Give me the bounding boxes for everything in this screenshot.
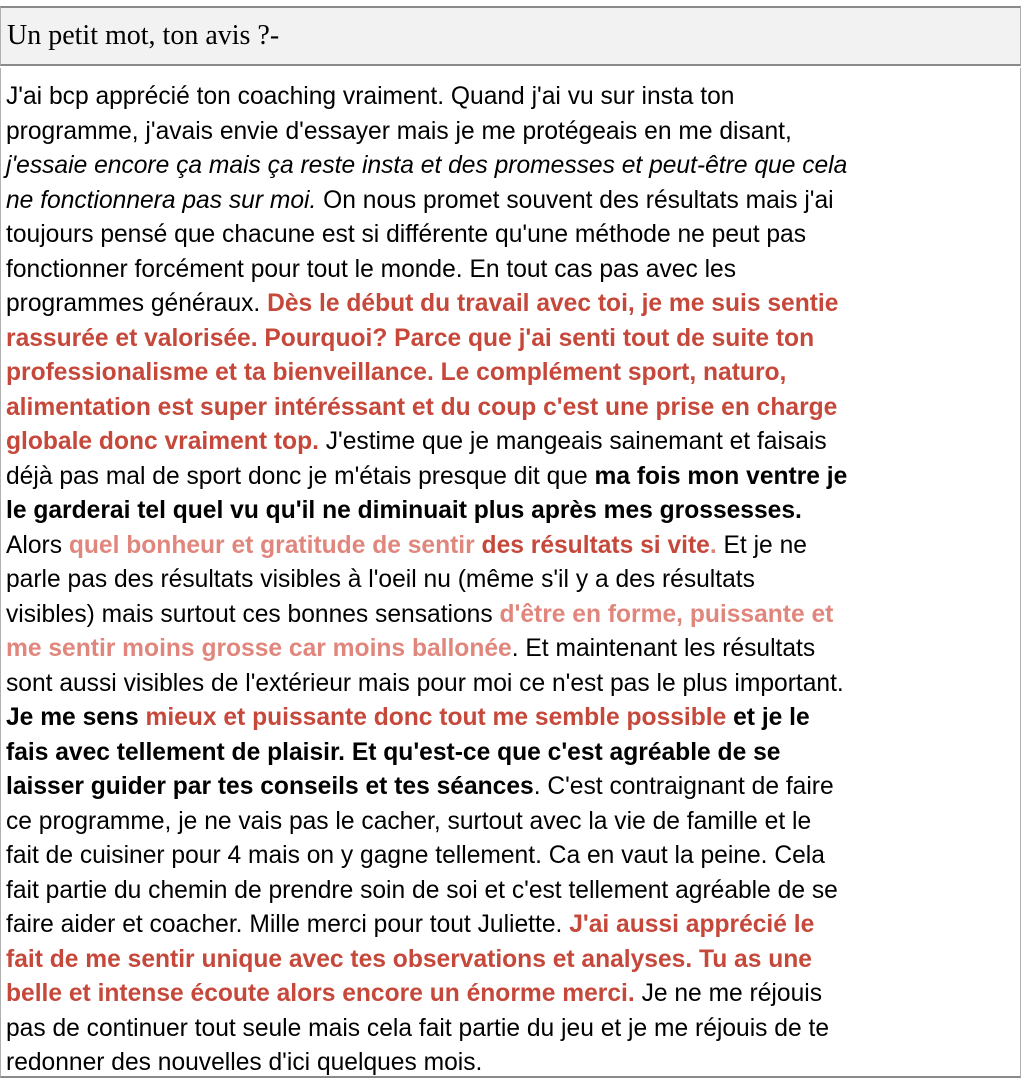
text-segment: pas de continuer tout seule mais cela fait partie du jeu et je me réjouis de te xyxy=(6,1014,830,1042)
text-line xyxy=(6,460,1021,495)
text-segment: Je me sens xyxy=(6,704,146,731)
text-segment: fais avec tellement de plaisir. Et qu'est-ce que c'est agréable de se xyxy=(6,738,781,766)
text-line xyxy=(6,322,1021,357)
text-segment: Dès le début du travail avec toi, je me suis sentie xyxy=(267,290,839,317)
text-segment: J'ai bcp apprécié ton coaching vraiment. Quand j'ai vu sur insta ton xyxy=(6,83,735,110)
text-line xyxy=(6,529,1021,564)
text-segment: j'essaie encore ça mais ça reste insta et des promesses et peut-être que cela xyxy=(6,152,848,179)
text-segment: mieux et puissante donc tout me semble possible xyxy=(145,704,727,731)
text-segment: globale donc vraiment top. xyxy=(6,428,319,455)
text-line xyxy=(6,805,1021,840)
text-segment: quel bonheur et gratitude de sentir xyxy=(68,531,482,559)
text-segment: alimentation est super intéréssant et du coup c'est une prise en charge xyxy=(6,393,838,421)
text-segment: ce programme, je ne vais pas le cacher, surtout avec la vie de famille et le xyxy=(6,807,812,835)
text-segment: programme, j'avais envie d'essayer mais je me protégeais en me disant, xyxy=(6,117,792,145)
text-segment: visibles) mais surtout ces bonnes sensations xyxy=(6,600,500,628)
text-segment: me sentir moins grosse car moins ballonée xyxy=(6,635,512,662)
text-line xyxy=(6,1012,1021,1047)
text-segment: rassurée et valorisée. Pourquoi? Parce que j'ai senti tout de suite ton xyxy=(6,324,815,352)
text-segment: J'ai aussi apprécié le xyxy=(569,911,815,938)
text-line xyxy=(6,977,1021,1012)
text-line xyxy=(6,632,1021,667)
text-segment: fait de cuisiner pour 4 mais on y gagne tellement. Ca en vaut la peine. Cela xyxy=(6,842,825,869)
text-line xyxy=(6,184,1021,219)
text-line xyxy=(6,218,1021,253)
text-segment: ne fonctionnera pas sur moi. xyxy=(6,186,317,214)
text-segment: fait de me sentir unique avec tes observations et analyses. Tu as une xyxy=(6,945,812,973)
text-line xyxy=(6,253,1021,288)
text-segment: belle et intense écoute alors encore un énorme merci. xyxy=(6,980,635,1007)
text-line xyxy=(6,943,1021,978)
question-header xyxy=(0,6,1021,66)
testimonial-text xyxy=(6,80,1021,1081)
bottom-margin xyxy=(0,1078,1021,1085)
text-segment: Et je ne xyxy=(716,531,807,559)
text-line xyxy=(6,908,1021,943)
text-line xyxy=(6,736,1021,771)
text-segment: parle pas des résultats visibles à l'oeil nu (même s'il y a des résultats xyxy=(6,566,755,593)
text-line xyxy=(6,494,1021,529)
text-segment: On nous promet souvent des résultats mais j'ai xyxy=(316,186,834,214)
text-segment: toujours pensé que chacune est si différente qu'une méthode ne peut pas xyxy=(6,221,807,248)
text-line xyxy=(6,80,1021,115)
text-segment: professionalisme et ta bienveillance. Le complément sport, naturo, xyxy=(6,359,787,386)
text-segment: programmes généraux. xyxy=(6,290,268,317)
text-line xyxy=(6,563,1021,598)
text-line xyxy=(6,115,1021,150)
text-segment: redonner des nouvelles d'ici quelques mois. xyxy=(6,1049,483,1076)
text-segment: . C'est contraignant de faire xyxy=(533,773,834,800)
text-line xyxy=(6,356,1021,391)
text-line xyxy=(6,149,1021,184)
text-segment: le garderai tel quel vu qu'il ne diminuait plus après mes grossesses. xyxy=(6,497,802,524)
text-line xyxy=(6,874,1021,909)
text-segment: ma fois mon ventre je xyxy=(594,462,848,490)
text-line xyxy=(6,391,1021,426)
text-segment: Je ne me réjouis xyxy=(634,980,823,1007)
text-line xyxy=(6,667,1021,702)
text-segment: J'estime que je mangeais sainemant et faisais xyxy=(318,428,827,455)
text-line xyxy=(6,839,1021,874)
text-segment: . xyxy=(709,531,717,559)
text-segment: déjà pas mal de sport donc je m'étais presque dit que xyxy=(6,462,595,490)
text-segment: sont aussi visibles de l'extérieur mais pour moi ce n'est pas le plus important. xyxy=(6,669,844,697)
text-line xyxy=(6,287,1021,322)
text-line xyxy=(6,1046,1021,1081)
text-segment: fonctionner forcément pour tout le monde. En tout cas pas avec les xyxy=(6,255,737,283)
text-line xyxy=(6,701,1021,736)
question-title: Un petit mot, ton avis ?- xyxy=(7,20,280,51)
text-segment: . Et maintenant les résultats xyxy=(511,635,816,662)
text-segment: Alors xyxy=(6,531,69,559)
text-segment: laisser guider par tes conseils et tes séances xyxy=(6,773,534,800)
text-line xyxy=(6,770,1021,805)
text-line xyxy=(6,425,1021,460)
text-line xyxy=(6,598,1021,633)
text-segment: et je le xyxy=(726,704,810,731)
text-segment: des résultats si vite xyxy=(481,531,710,559)
text-segment: d'être en forme, puissante et xyxy=(499,600,834,628)
answer-box xyxy=(0,68,1021,1078)
text-segment: faire aider et coacher. Mille merci pour tout Juliette. xyxy=(6,911,570,938)
text-segment: fait partie du chemin de prendre soin de soi et c'est tellement agréable de se xyxy=(6,876,838,904)
